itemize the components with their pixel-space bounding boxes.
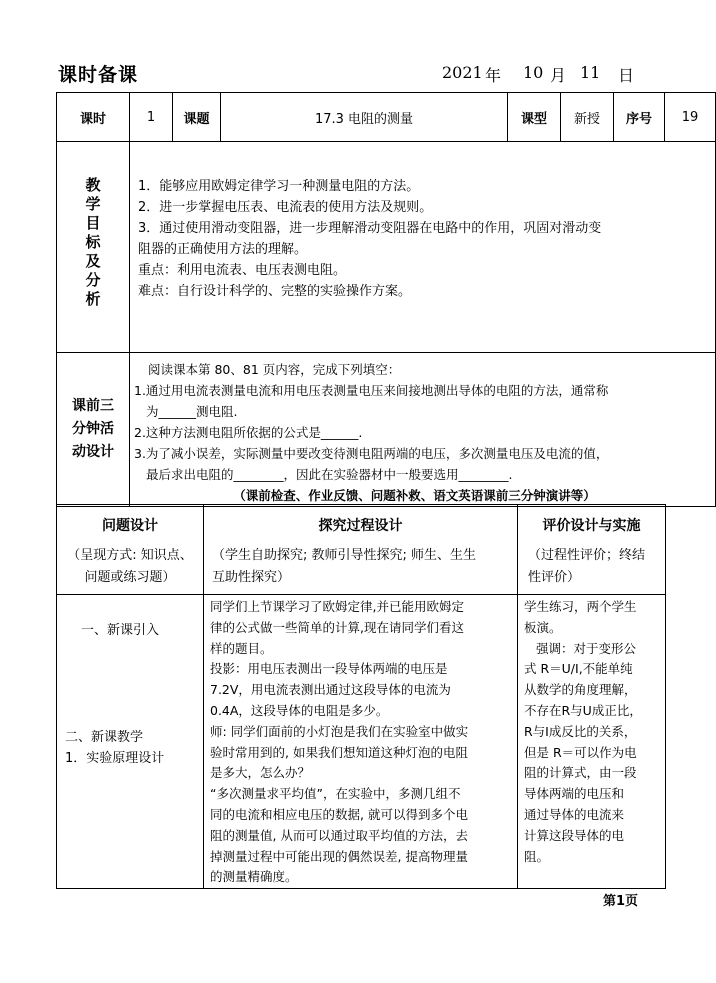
- goals-label-char: 学: [85, 194, 101, 213]
- date-month-label: 月: [550, 66, 567, 85]
- topic-value: 17.3 电阻的测量: [221, 93, 508, 142]
- prelesson-label-line: 动设计: [72, 444, 114, 460]
- process-line: 的测量精确度。: [210, 869, 298, 885]
- eval-line: 通过导体的电流来: [524, 806, 625, 822]
- col2-title: 探究过程设计: [318, 518, 403, 534]
- process-line: “多次测量求平均值”，在实验中，多测几组不: [210, 786, 461, 802]
- process-line: 掉测量过程中可能出现的偶然误差, 提高物理量: [210, 848, 468, 864]
- process-line: 7.2V，用电流表测出通过这段导体的电流为: [210, 682, 451, 698]
- goals-content: [130, 142, 716, 353]
- process-line: 同学们上节课学习了欧姆定律,并已能用欧姆定: [210, 599, 464, 614]
- page-title: 课时备课: [58, 64, 139, 86]
- eval-line: 阻。: [524, 848, 550, 864]
- prelesson-label-line: 课前三: [72, 398, 114, 414]
- prelesson-line: 1.通过用电流表测量电流和用电压表测量电压来间接地测出导体的电阻的方法，通常称: [134, 383, 609, 398]
- col3-content: [518, 595, 666, 889]
- eval-line: 强调：对于变形公: [536, 640, 637, 656]
- design-table: [56, 504, 666, 889]
- goal-line: 1．能够应用欧姆定律学习一种测量电阻的方法。: [138, 179, 420, 194]
- period-label: 课时: [57, 93, 130, 142]
- design-content-row: [57, 595, 666, 889]
- seq-value: 19: [665, 93, 716, 142]
- prelesson-line: 最后求出电阻的________，因此在实验器材中一般要选用________.: [146, 467, 513, 482]
- date-day: 11: [580, 63, 601, 82]
- goal-line: 难点：自行设计科学的、完整的实验操作方案。: [138, 284, 412, 299]
- col3-sub: （过程性评价；终结: [528, 548, 646, 563]
- col2-content: [204, 595, 518, 889]
- date-year: 2021: [442, 63, 483, 82]
- col1-title: 问题设计: [102, 518, 158, 534]
- prelesson-content: [130, 353, 716, 507]
- col1-sub: （呈现方式: 知识点、: [67, 548, 193, 563]
- goal-line: 重点：利用电流表、电压表测电阻。: [138, 263, 347, 278]
- col1-header: [57, 505, 204, 595]
- eval-line: 式 R＝U/I,不能单纯: [524, 661, 633, 677]
- process-line: 是多大，怎么办？: [210, 765, 311, 781]
- prelesson-row: [57, 353, 716, 507]
- goal-line: 阻器的正确使用方法的理解。: [138, 242, 308, 257]
- type-label: 课型: [508, 93, 561, 142]
- eval-line: 导体两端的电压和: [524, 786, 625, 802]
- col3-header: [518, 505, 666, 595]
- prelesson-line: 2.这种方法测电阻所依据的公式是______.: [134, 425, 363, 440]
- prelesson-label: [57, 353, 130, 507]
- goals-label-char: 标: [85, 232, 101, 251]
- page-number: 第1页: [602, 894, 638, 909]
- goals-label-char: 目: [85, 213, 101, 232]
- section-intro: 一、新课引入: [81, 623, 160, 638]
- section-new-teaching: 二、新课教学: [65, 730, 144, 745]
- goals-label-char: 分: [85, 270, 101, 289]
- col2-header: [204, 505, 518, 595]
- date-month: 10: [523, 63, 544, 82]
- prelesson-footer: （课前检查、作业反馈、问题补救、语文英语课前三分钟演讲等）: [233, 488, 596, 503]
- goals-label-char: 及: [85, 251, 101, 270]
- prelesson-label-line: 分钟活: [72, 421, 114, 437]
- lesson-table: [56, 92, 716, 507]
- goals-label-char: 教: [85, 175, 101, 194]
- prelesson-line: 3.为了减小误差，实际测量中要改变待测电阻两端的电压，多次测量电压及电流的值，: [134, 446, 609, 461]
- period-value: 1: [130, 93, 173, 142]
- eval-line: 计算这段导体的电: [524, 827, 625, 843]
- goal-line: 2．进一步掌握电压表、电流表的使用方法及规则。: [138, 200, 433, 215]
- eval-line: 学生练习，两个学生: [524, 599, 637, 614]
- eval-line: 从数学的角度理解，: [524, 682, 637, 698]
- col2-sub: （学生自助探究; 教师引导性探究; 师生、生生: [212, 548, 477, 563]
- col3-title: 评价设计与实施: [542, 518, 641, 534]
- eval-line: 板演。: [524, 619, 562, 635]
- type-value: 新授: [561, 93, 614, 142]
- process-line: 投影：用电压表测出一段导体两端的电压是: [210, 661, 448, 677]
- section-principle: 1．实验原理设计: [65, 751, 165, 766]
- topic-label: 课题: [173, 93, 221, 142]
- col2-sub: 互助性探究）: [212, 570, 291, 585]
- goal-line: 3．通过使用滑动变阻器，进一步理解滑动变阻器在电路中的作用，巩固对滑动变: [138, 221, 602, 236]
- process-line: 律的公式做一些简单的计算,现在请同学们看这: [210, 619, 464, 635]
- col1-content: [57, 595, 204, 889]
- process-line: 阻的测量值, 从而可以通过取平均值的方法，去: [210, 827, 468, 843]
- eval-line: 不存在R与U成正比，: [524, 702, 642, 718]
- goals-row: [57, 142, 716, 353]
- date-day-label: 日: [618, 66, 635, 85]
- goals-label-char: 析: [85, 289, 101, 308]
- date-year-label: 年: [485, 66, 502, 85]
- prelesson-line: 为______测电阻.: [146, 404, 238, 419]
- col1-sub: 问题或练习题）: [84, 570, 176, 585]
- process-line: 师: 同学们面前的小灯泡是我们在实验室中做实: [210, 723, 469, 739]
- eval-line: R与I成反比的关系，: [524, 723, 637, 739]
- process-line: 0.4A，这段导体的电阻是多少。: [210, 702, 389, 718]
- eval-line: 阻的计算式，由一段: [524, 765, 637, 781]
- process-line: 验时常用到的, 如果我们想知道这种灯泡的电阻: [210, 744, 468, 760]
- eval-line: 但是 R＝可以作为电: [524, 744, 637, 760]
- prelesson-line: 阅读课本第 80、81 页内容，完成下列填空：: [148, 362, 401, 377]
- process-line: 样的题目。: [210, 640, 273, 656]
- design-header-row: [57, 505, 666, 595]
- process-line: 同的电流和相应电压的数据, 就可以得到多个电: [210, 806, 468, 822]
- col3-sub: 性评价）: [528, 570, 581, 585]
- seq-label: 序号: [614, 93, 665, 142]
- goals-label: [57, 142, 130, 353]
- info-row: [57, 93, 716, 142]
